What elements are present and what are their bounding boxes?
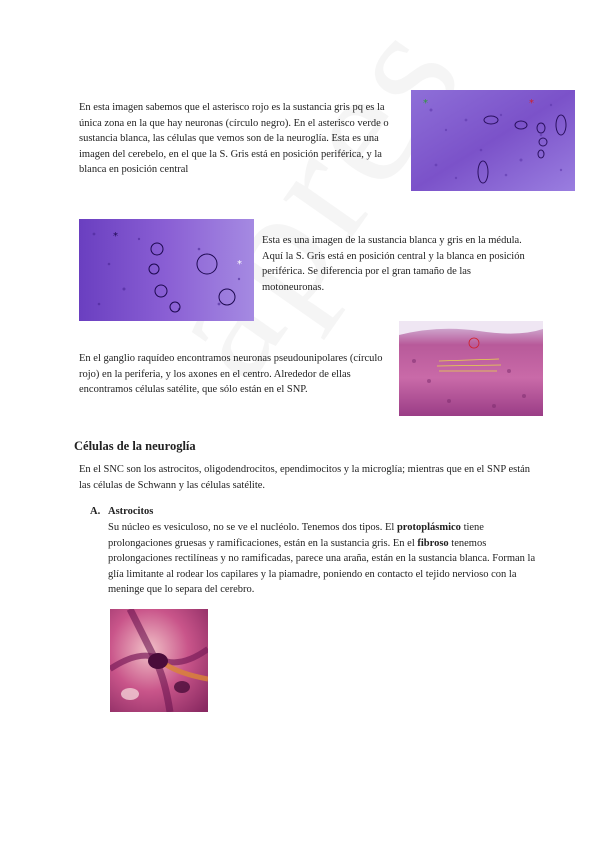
- svg-text:*: *: [423, 98, 428, 109]
- svg-text:*: *: [529, 98, 534, 109]
- svg-text:*: *: [237, 259, 242, 270]
- astrocitos-text-3: tenemos prolongaciones rectilíneas y no ramificadas, parece una araña, están en la sustancia blanca. Forman la glía limitante al rodear los capilares y la piamadre, poniendo en contacto el tejido nervioso con la meninge que lo separa del cerebro.: [108, 537, 536, 595]
- ganglion-description: En el ganglio raquídeo encontramos neuronas pseudounipolares (círculo rojo) en la periferia, y los axones en el centro. Alrededor de ellas encontramos células satélite, que sólo están en el SNP.: [79, 353, 383, 395]
- ganglion-micrograph: [399, 321, 543, 416]
- cerebellum-description: En esta imagen sabemos que el asterisco rojo es la sustancia gris pq es la única zona en la que hay neuronas (círculo negro). En el asterisco verde o sustancia blanca, las células que vemos son de la neuroglía. Esta es una imagen del cerebelo, en el que la S. Gris está en posición periférica, y la blanca en posición central: [79, 102, 389, 175]
- astrocitos-text-2: tiene prolongaciones gruesas y ramificaciones, están en la sustancia gris. En el: [108, 522, 484, 549]
- section-title: Células de la neuroglía: [74, 439, 196, 453]
- spinal-cord-micrograph: [79, 219, 254, 321]
- astrocitos-description: [108, 520, 538, 598]
- fibroso-term: fibroso: [417, 537, 449, 549]
- cerebellum-micrograph: [411, 90, 575, 191]
- astrocitos-marker: A.: [90, 506, 101, 517]
- section-intro: En el SNC son los astrocitos, oligodendrocitos, ependimocitos y la microglía; mientras que en el SNP están las células de Schwann y las células satélite.: [79, 464, 531, 491]
- svg-text:*: *: [113, 231, 118, 242]
- protoplasmico-term: protoplásmico: [396, 522, 461, 533]
- astrocitos-title: Astrocitos: [108, 506, 154, 517]
- astrocitos-text-1: Su núcleo es vesiculoso, no se ve el nucléolo. Tenemos dos tipos. El: [108, 522, 397, 533]
- spinal-cord-description: Esta es una imagen de la sustancia blanca y gris en la médula. Aquí la S. Gris está en posición central y la blanca en posición periférica. Se diferencia por el gran tamaño de las motoneuronas.: [262, 235, 525, 293]
- astrocyte-micrograph: [110, 609, 208, 712]
